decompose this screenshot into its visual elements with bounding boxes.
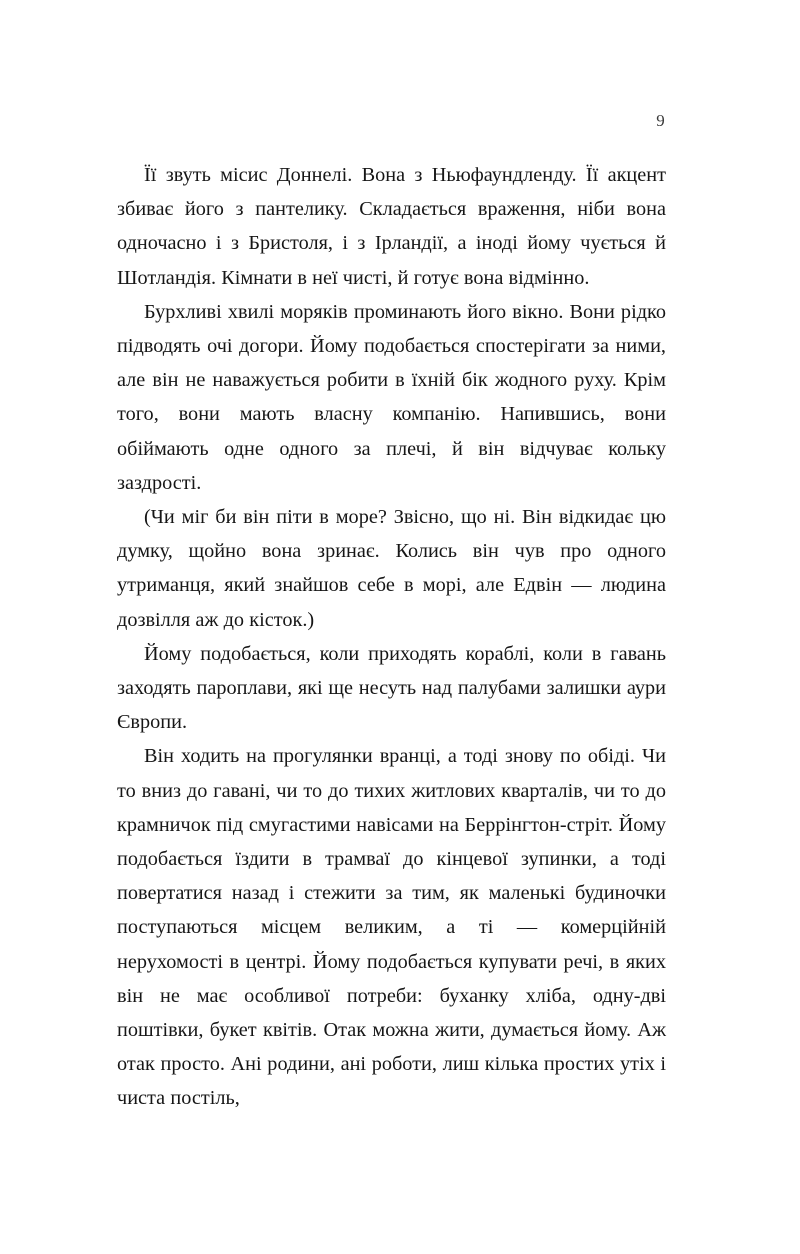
body-text-block [117, 158, 666, 1116]
page-number: 9 [656, 111, 665, 130]
paragraph: Він ходить на прогулянки вранці, а тоді знову по обіді. Чи то вниз до гавані, чи то до тихих житлових кварталів, чи то до крамничок під смугастими навісами на Беррінгтон-стріт. Йому подобається їздити в трамваї до кінцевої зупинки, а тоді повертатися назад і стежити за тим, як маленькі будиночки поступаються місцем великим, а ті — комерційній нерухомості в центрі. Йому подобається купувати речі, в яких він не має особливої потреби: буханку хліба, одну-дві поштівки, букет квітів. Отак можна жити, думається йому. Аж отак просто. Ані родини, ані роботи, лиш кілька простих утіх і чиста постіль, [117, 745, 666, 1110]
paragraph: Йому подобається, коли приходять кораблі, коли в гавань заходять пароплави, які ще несуть над палубами залишки аури Європи. [117, 642, 666, 734]
paragraph: (Чи міг би він піти в море? Звісно, що ні. Він відкидає цю думку, щойно вона зринає. Колись він чув про одного утриманця, який знайшов себе в морі, але Едвін — людина дозвілля аж до кісток.) [117, 506, 666, 631]
paragraph: Її звуть місис Доннелі. Вона з Ньюфаундленду. Її акцент збиває його з пантелику. Складається враження, ніби вона одночасно і з Бристоля, і з Ірландії, а іноді йому чується й Шотландія. Кімнати в неї чисті, й готує вона відмінно. [117, 164, 666, 289]
paragraph: Бурхливі хвилі моряків проминають його вікно. Вони рідко підводять очі догори. Йому подобається спостерігати за ними, але він не наважується робити в їхній бік жодного руху. Крім того, вони мають власну компанію. Напившись, вони обіймають одне одного за плечі, й він відчуває кольку заздрості. [117, 300, 666, 494]
